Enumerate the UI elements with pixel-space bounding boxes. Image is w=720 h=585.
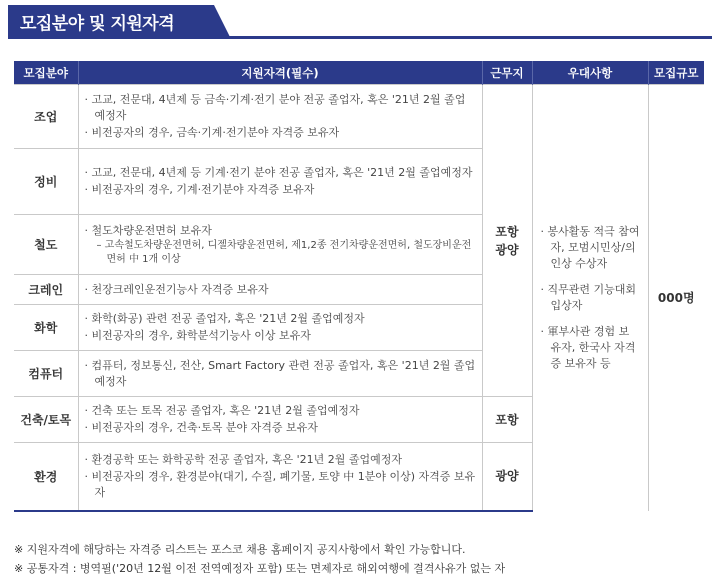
qualification-item: · 철도차량운전면허 보유자 [84, 223, 212, 237]
qualification-item: · 비전공자의 경우, 금속·기계·전기분야 자격증 보유자 [84, 126, 340, 139]
qualification-item: · 비전공자의 경우, 기계·전기분야 자격증 보유자 [84, 183, 315, 196]
location-cell [482, 85, 532, 397]
footnotes [14, 540, 505, 578]
qualification-item: · 비전공자의 경우, 건축·토목 분야 자격증 보유자 [84, 421, 318, 434]
qualification-item: · 환경공학 또는 화학공학 전공 졸업자, 혹은 '21년 2월 졸업예정자 [84, 452, 403, 466]
qualification-item: · 고교, 전문대, 4년제 등 기계·전기 분야 전공 졸업자, 혹은 '21년 2월 졸업예정자 [84, 166, 473, 179]
preference-cell [532, 85, 648, 511]
field-name: 환경 [14, 443, 78, 511]
qualification-item: · 천장크레인운전기능사 자격증 보유자 [84, 282, 269, 296]
header-preference: 우대사항 [532, 61, 648, 85]
field-name: 조업 [14, 85, 78, 149]
header-location: 근무지 [482, 61, 532, 85]
qualification-cell [78, 149, 482, 215]
qualification-subitem: – 고속철도차량운전면허, 디젤차량운전면허, 제1,2종 전기차량운전면허, 철도장비운전면허 中 1개 이상 [96, 239, 472, 265]
title-underline [8, 36, 712, 39]
section-title: 모집분야 및 지원자격 [20, 14, 175, 34]
qualification-cell [78, 443, 482, 511]
table-row [14, 85, 704, 149]
qualification-cell [78, 305, 482, 351]
qualification-item: · 비전공자의 경우, 환경분야(대기, 수질, 폐기물, 토양 中 1분야 이상) 자격증 보유자 [84, 469, 476, 499]
preference-item: · 軍부사관 경험 보유자, 한국사 자격증 보유자 등 [540, 324, 636, 370]
qualification-item: · 컴퓨터, 정보통신, 전산, Smart Factory 관련 전공 졸업자, 혹은 '21년 2월 졸업예정자 [84, 358, 476, 388]
scale-cell: 000명 [648, 85, 704, 511]
field-name: 화학 [14, 305, 78, 351]
qualification-cell [78, 275, 482, 305]
field-name: 크레인 [14, 275, 78, 305]
location-gwangyang: 광양 [495, 242, 519, 257]
qualification-item: · 비전공자의 경우, 화학분석기능사 이상 보유자 [84, 329, 311, 342]
header-qualification: 지원자격(필수) [78, 61, 482, 85]
qualification-item: · 고교, 전문대, 4년제 등 금속·기계·전기 분야 전공 졸업자, 혹은 '21년 2월 졸업예정자 [84, 93, 466, 122]
field-name: 철도 [14, 215, 78, 275]
section-title-bar [8, 5, 230, 37]
header-field: 모집분야 [14, 61, 78, 85]
preference-item: · 봉사활동 적극 참여자, 모범시민상/의인상 수상자 [540, 224, 640, 270]
preference-item: · 직무관련 기능대회 입상자 [540, 282, 636, 312]
field-name: 정비 [14, 149, 78, 215]
field-name: 컴퓨터 [14, 351, 78, 397]
qualification-cell [78, 397, 482, 443]
qualification-cell [78, 85, 482, 149]
location-pohang: 포항 [495, 224, 519, 239]
qualification-item: · 화학(화공) 관련 전공 졸업자, 혹은 '21년 2월 졸업예정자 [84, 312, 365, 325]
field-name: 건축/토목 [14, 397, 78, 443]
footnote: ※ 공통자격 : 병역필('20년 12월 이전 전역예정자 포함) 또는 면제자로 해외여행에 결격사유가 없는 자 [14, 562, 506, 575]
qualification-cell [78, 215, 482, 275]
location-cell: 포항 [482, 397, 532, 443]
qualification-item: · 건축 또는 토목 전공 졸업자, 혹은 '21년 2월 졸업예정자 [84, 404, 360, 417]
location-cell: 광양 [482, 443, 532, 511]
header-scale: 모집규모 [648, 61, 704, 85]
qualification-cell [78, 351, 482, 397]
recruitment-table [14, 61, 704, 512]
table-header-row [14, 61, 704, 85]
footnote: ※ 지원자격에 해당하는 자격증 리스트는 포스코 채용 홈페이지 공지사항에서 확인 가능합니다. [14, 543, 466, 556]
